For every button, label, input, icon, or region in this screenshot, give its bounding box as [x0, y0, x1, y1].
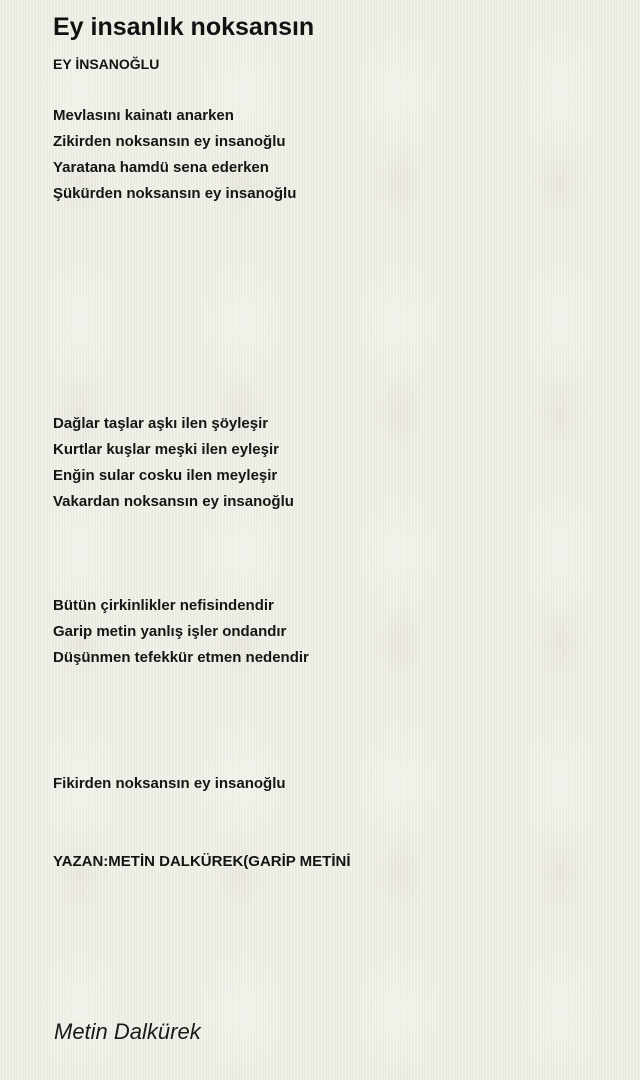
poem-line: Kurtlar kuşlar meşki ilen eyleşir — [53, 441, 279, 458]
poem-line: Dağlar taşlar aşkı ilen şöyleşir — [53, 415, 269, 432]
stanza-4 — [53, 771, 286, 797]
author-signature: Metin Dalkürek — [54, 1019, 201, 1044]
poem-line: Zikirden noksansın ey insanoğlu — [53, 133, 286, 150]
poem-line: Düşünmen tefekkür etmen nedendir — [53, 649, 309, 666]
poem-line: Şükürden noksansın ey insanoğlu — [53, 185, 297, 202]
poem-line: Yaratana hamdü sena ederken — [53, 159, 269, 176]
poem-line: Fikirden noksansın ey insanoğlu — [53, 775, 286, 792]
author-line: YAZAN:METİN DALKÜREK(GARİP METİNİ — [53, 853, 351, 870]
stanza-2 — [53, 411, 294, 515]
poem-line: Enğin sular cosku ilen meyleşir — [53, 467, 278, 484]
poem-subtitle: EY İNSANOĞLU — [53, 56, 160, 72]
poem-line: Mevlasını kainatı anarken — [53, 107, 234, 124]
poem-title: Ey insanlık noksansın — [53, 13, 315, 41]
stanza-3 — [53, 593, 309, 671]
poem-line: Vakardan noksansın ey insanoğlu — [53, 493, 294, 510]
stanza-1 — [53, 103, 296, 207]
poem-line: Bütün çirkinlikler nefisindendir — [53, 597, 274, 614]
poem-line: Garip metin yanlış işler ondandır — [53, 623, 287, 640]
